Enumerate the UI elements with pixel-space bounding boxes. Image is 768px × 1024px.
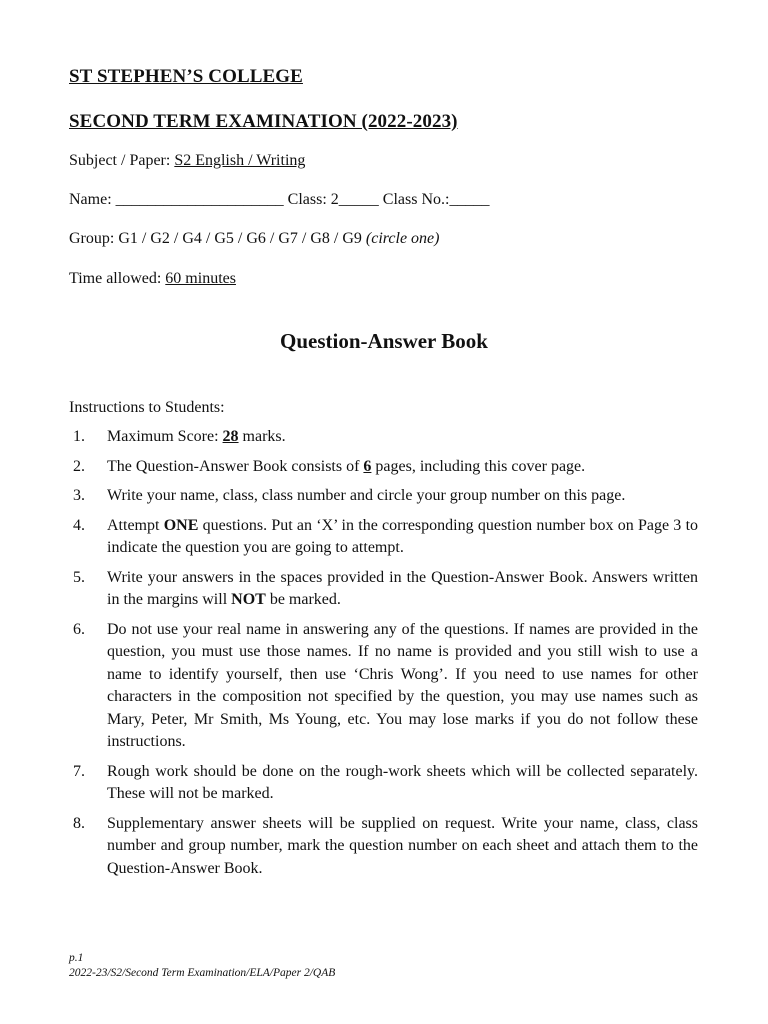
- book-title: Question-Answer Book: [280, 329, 488, 353]
- exam-title: SECOND TERM EXAMINATION (2022-2023): [69, 111, 458, 132]
- instruction-item: [69, 813, 698, 881]
- page-number: p.1: [69, 952, 84, 964]
- class-no-label: Class No.:: [378, 191, 450, 208]
- group-line: [69, 230, 439, 248]
- footer-reference: 2022-23/S2/Second Term Examination/ELA/Paper 2/QAB: [69, 967, 336, 979]
- class-no-blank: _____: [449, 191, 490, 208]
- instruction-text-part: Write your name, class, class number and circle your group number on this page.: [107, 487, 626, 504]
- instruction-text-part: marks.: [238, 428, 286, 445]
- instruction-item: [69, 567, 698, 612]
- instruction-emphasis: 28: [222, 428, 239, 445]
- instruction-item: [69, 515, 698, 560]
- instruction-number: 6.: [73, 620, 85, 638]
- instruction-text: [107, 813, 698, 881]
- instruction-text-part: Maximum Score:: [107, 428, 223, 445]
- instruction-item: [69, 456, 698, 479]
- instruction-text-part: be marked.: [265, 591, 341, 608]
- instruction-text-part: questions. Put an ‘X’ in the corresponding question number box on Page 3 to indicate the question you are going to attempt.: [107, 516, 699, 556]
- time-line: [69, 270, 236, 288]
- name-blank: _____________________: [115, 191, 284, 208]
- instruction-number: 5.: [73, 568, 85, 586]
- instruction-item: [69, 619, 698, 754]
- group-label: Group: G1 / G2 / G4 / G5 / G6 / G7 / G8 / G9: [69, 230, 366, 247]
- instruction-number: 4.: [73, 516, 85, 534]
- school-name: ST STEPHEN’S COLLEGE: [69, 66, 303, 87]
- instruction-text-part: Rough work should be done on the rough-work sheets which will be collected separately. These will not be marked.: [107, 762, 698, 802]
- instruction-text-part: Write your answers in the spaces provided in the Question-Answer Book. Answers written in the margins will: [107, 568, 698, 608]
- subject-line: [69, 152, 305, 170]
- subject-value: S2 English / Writing: [174, 152, 306, 169]
- instruction-emphasis: NOT: [231, 591, 266, 608]
- instruction-text-part: Do not use your real name in answering any of the questions. If names are provided in the question, you must use those names. If no name is provided and you still wish to use a name to identify yourself, then use ‘Chris Wong’. If you need to use names for other characters in the composition not specified by the question, you may use names such as Mary, Peter, Mr Smith, Ms Young, etc. You may lose marks if you do not follow these instructions.: [107, 620, 698, 750]
- instruction-text: [107, 426, 698, 449]
- instruction-text-part: Attempt: [107, 516, 164, 534]
- instruction-number: 3.: [73, 487, 85, 504]
- instruction-number: 2.: [73, 457, 85, 475]
- instruction-text: [107, 515, 698, 560]
- instruction-text-part: pages, including this cover page.: [371, 457, 586, 475]
- name-class-line: [69, 191, 489, 209]
- instruction-number: 7.: [73, 762, 85, 780]
- instruction-item: [69, 485, 698, 508]
- group-hint: (circle one): [365, 230, 440, 247]
- time-label: Time allowed:: [69, 270, 166, 287]
- class-blank: _____: [338, 191, 379, 208]
- instruction-number: 1.: [73, 428, 85, 445]
- instruction-text: [107, 456, 698, 479]
- instruction-text: [107, 619, 698, 754]
- instruction-item: [69, 761, 698, 806]
- instructions-list: [69, 426, 698, 887]
- subject-label: Subject / Paper:: [69, 152, 175, 169]
- instruction-item: [69, 426, 698, 449]
- time-value: 60 minutes: [165, 270, 236, 287]
- instruction-text-part: Supplementary answer sheets will be supplied on request. Write your name, class, class number and group number, mark the question number on each sheet and attach them to the Question-Answer Book.: [107, 814, 698, 877]
- instruction-text-part: The Question-Answer Book consists of: [107, 457, 364, 475]
- instructions-heading: Instructions to Students:: [69, 399, 225, 416]
- instruction-text: [107, 567, 698, 612]
- instruction-emphasis: 6: [363, 457, 372, 475]
- instruction-text: [107, 485, 698, 508]
- instruction-text: [107, 761, 698, 806]
- instruction-number: 8.: [73, 814, 85, 832]
- name-label: Name:: [69, 191, 116, 208]
- instruction-emphasis: ONE: [163, 516, 199, 534]
- class-label: Class: 2: [283, 191, 339, 208]
